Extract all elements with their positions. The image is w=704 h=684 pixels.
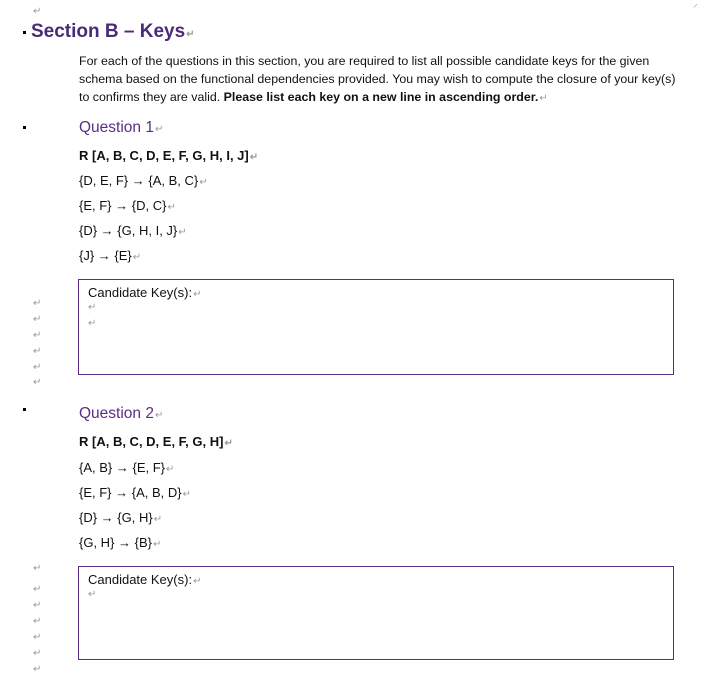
question-1-dependency: {J} → {E}↵ xyxy=(79,248,142,263)
paragraph-mark: ↵ xyxy=(33,6,42,17)
paragraph-mark: ↵ xyxy=(33,298,42,309)
intro-instruction: Please list each key on a new line in ascending order. xyxy=(223,90,539,104)
paragraph-mark: ↵ xyxy=(88,302,97,313)
question-2-dependency: {A, B} → {E, F}↵ xyxy=(79,460,175,475)
question-2-dependency: {E, F} → {A, B, D}↵ xyxy=(79,485,191,500)
question-1-dependency: {D, E, F} → {A, B, C}↵ xyxy=(79,173,208,188)
question-2-heading: Question 2↵ xyxy=(79,405,164,422)
intro-text: For each of the questions in this section, you are required to list all possible candidate keys for the given schema based on the functional dependencies provided. You may wish to compute the closure of your key(s) to confirms they are valid. xyxy=(79,54,676,104)
list-bullet xyxy=(23,408,26,411)
paragraph-mark: ↵ xyxy=(33,584,42,595)
paragraph-mark: ↵ xyxy=(33,377,42,388)
question-1-heading: Question 1↵ xyxy=(79,119,164,136)
paragraph-mark: ↵ xyxy=(33,563,42,574)
corner-mark: ⸍ xyxy=(693,3,698,14)
paragraph-mark: ↵ xyxy=(33,616,42,627)
question-2-answer-box[interactable] xyxy=(78,566,674,660)
question-1-dependency: {E, F} → {D, C}↵ xyxy=(79,198,176,213)
paragraph-mark: ↵ xyxy=(88,318,97,329)
paragraph-mark: ↵ xyxy=(33,362,42,373)
section-title: Section B – Keys↵ xyxy=(31,21,195,42)
question-2-dependency: {G, H} → {B}↵ xyxy=(79,535,162,550)
question-1-relation: R [A, B, C, D, E, F, G, H, I, J]↵ xyxy=(79,148,259,163)
paragraph-mark: ↵ xyxy=(33,330,42,341)
paragraph-mark: ↵ xyxy=(33,664,42,675)
paragraph-mark: ↵ xyxy=(88,589,97,600)
list-bullet xyxy=(23,126,26,129)
section-intro: For each of the questions in this section, you are required to list all possible candidate keys for the given schema based on the functional dependencies provided. You may wish to compute the closure of your key(s) to confirms they are valid. Please list each key on a new line in ascending order.↵ xyxy=(79,54,676,104)
paragraph-mark: ↵ xyxy=(33,346,42,357)
question-2-dependency: {D} → {G, H}↵ xyxy=(79,510,163,525)
paragraph-mark: ↵ xyxy=(33,632,42,643)
paragraph-mark: ↵ xyxy=(33,600,42,611)
paragraph-mark: ↵ xyxy=(33,314,42,325)
question-1-dependency: {D} → {G, H, I, J}↵ xyxy=(79,223,187,238)
answer-label: Candidate Key(s):↵ xyxy=(88,285,202,300)
question-2-relation: R [A, B, C, D, E, F, G, H]↵ xyxy=(79,434,233,449)
list-bullet xyxy=(23,31,26,34)
paragraph-mark: ↵ xyxy=(33,648,42,659)
answer-label: Candidate Key(s):↵ xyxy=(88,572,202,587)
question-1-answer-box[interactable] xyxy=(78,279,674,375)
